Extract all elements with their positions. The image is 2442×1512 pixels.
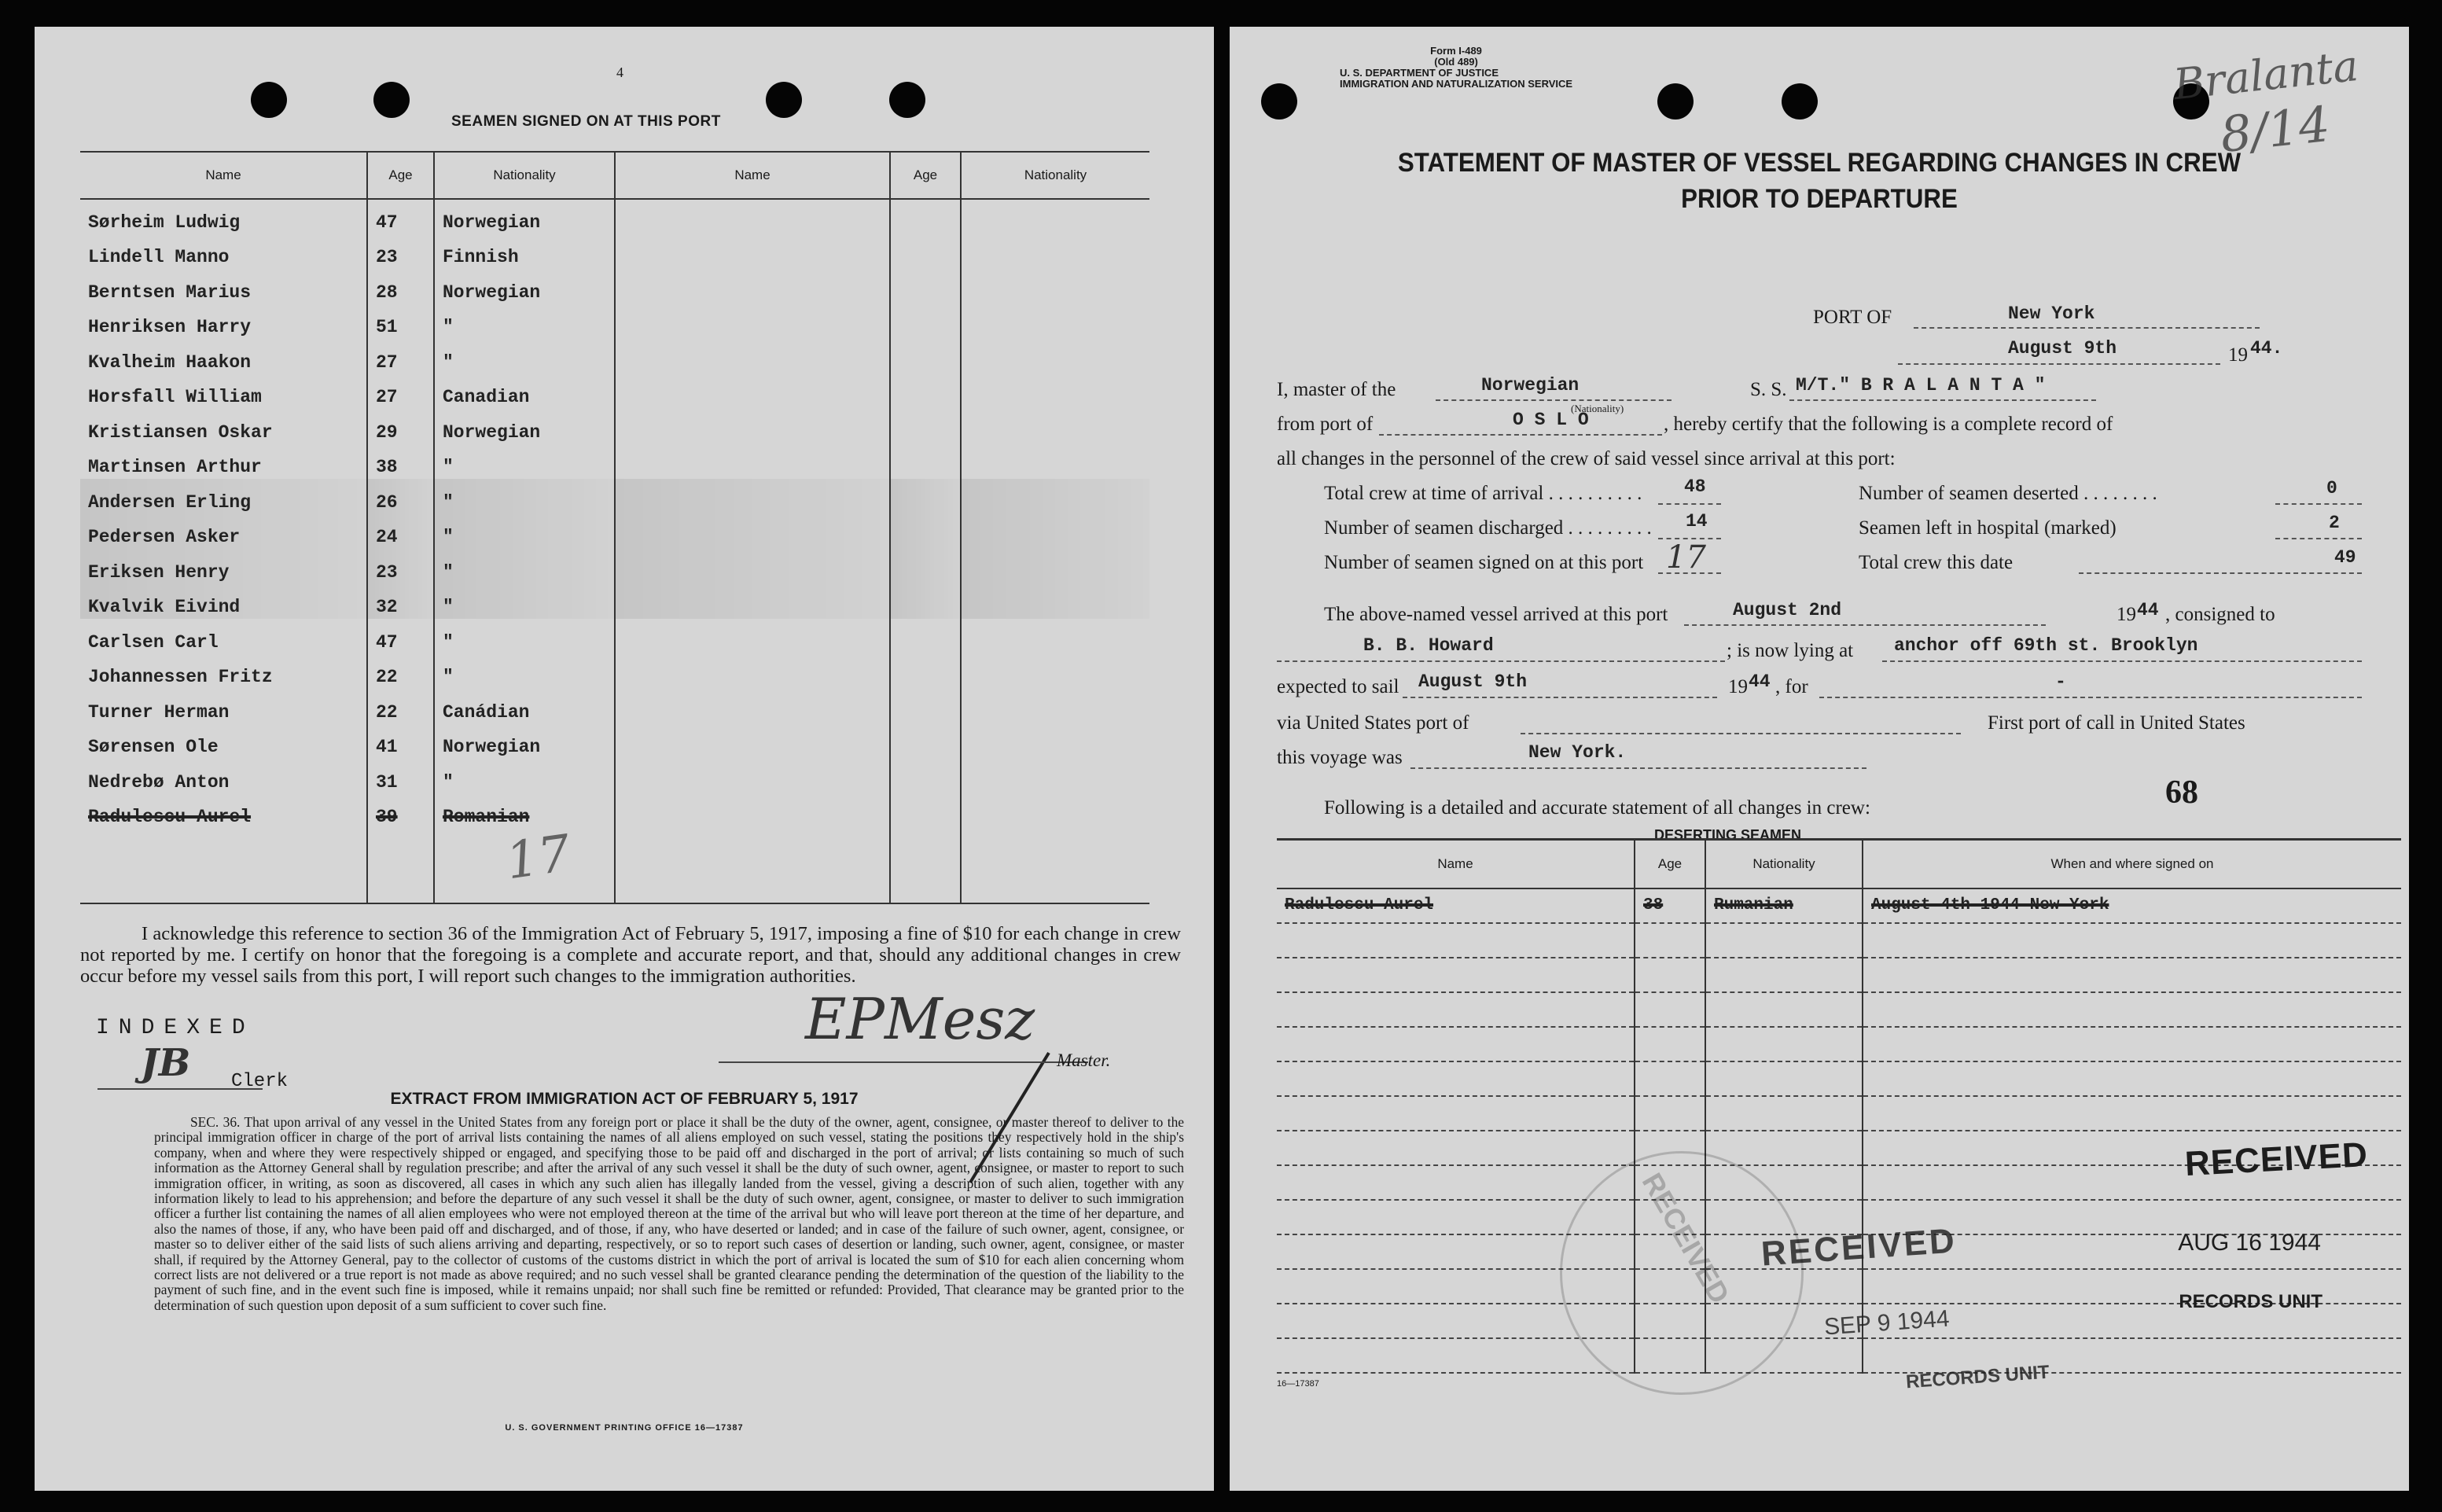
crew-age: 22 — [367, 654, 434, 690]
crew-nationality: " — [434, 619, 615, 654]
received-date-2: SEP 9 1944 — [1823, 1305, 1951, 1341]
empty-cell — [961, 794, 1149, 830]
received-stamp-text: RECEIVED — [2183, 1135, 2370, 1184]
master-label: Master. — [1057, 1050, 1111, 1070]
form-print-number: 16—17387 — [1277, 1379, 1319, 1389]
empty-cell — [1277, 923, 1635, 958]
empty-cell — [961, 269, 1149, 304]
crew-name: Nedrebø Anton — [80, 759, 367, 794]
empty-cell — [890, 584, 961, 620]
table-row — [80, 584, 1149, 620]
empty-cell — [961, 479, 1149, 514]
crew-age: 32 — [367, 584, 434, 620]
certify-text: , hereby certify that the following is a complete record of — [1664, 414, 2113, 435]
empty-cell — [1635, 1027, 1705, 1061]
empty-cell — [890, 654, 961, 690]
signed-on-label: Number of seamen signed on at this port — [1324, 552, 1644, 573]
crew-name: Kristiansen Oskar — [80, 409, 367, 444]
arrived-label: The above-named vessel arrived at this port — [1324, 604, 1668, 625]
crew-nationality: Romanian — [434, 794, 615, 830]
crew-age: 31 — [367, 759, 434, 794]
vessel-value: M/T." B R A L A N T A " — [1796, 375, 2046, 395]
column-header: Age — [1635, 840, 1705, 888]
empty-cell — [1277, 1096, 1635, 1131]
table-row — [80, 409, 1149, 444]
empty-cell — [1277, 1131, 1635, 1165]
ss-label: S. S. — [1750, 379, 1787, 400]
table-row — [80, 514, 1149, 550]
empty-cell — [961, 724, 1149, 760]
empty-cell — [890, 199, 961, 234]
table-row — [80, 724, 1149, 760]
page-gutter — [1214, 0, 1230, 1512]
indexed-stamp: INDEXED — [96, 1016, 255, 1040]
consignee-line — [1277, 660, 1725, 662]
printing-office-note: U. S. GOVERNMENT PRINTING OFFICE 16—17387 — [505, 1423, 744, 1433]
empty-cell — [890, 829, 961, 903]
empty-cell — [890, 304, 961, 340]
empty-cell — [890, 689, 961, 724]
empty-cell — [615, 304, 890, 340]
date-value: August 9th — [2008, 338, 2117, 359]
crew-age: 28 — [367, 269, 434, 304]
table-row — [80, 269, 1149, 304]
crew-nationality: " — [434, 514, 615, 550]
expected-line — [1403, 697, 1717, 698]
nationality-line — [1436, 399, 1672, 401]
punch-hole — [1782, 83, 1818, 120]
empty-cell — [961, 689, 1149, 724]
count-line — [1658, 503, 1721, 505]
column-header: Age — [890, 152, 961, 199]
empty-cell — [1705, 923, 1863, 958]
empty-cell — [1705, 1027, 1863, 1061]
date-line — [1898, 363, 2220, 365]
crew-age: 47 — [367, 199, 434, 234]
empty-cell — [890, 549, 961, 584]
empty-cell — [1635, 992, 1705, 1027]
empty-cell — [890, 619, 961, 654]
empty-cell — [615, 339, 890, 374]
crew-age: 47 — [367, 619, 434, 654]
faint-round-stamp — [1560, 1151, 1804, 1395]
arrived-line — [1684, 624, 2046, 626]
column-header: Nationality — [961, 152, 1149, 199]
column-header: Name — [80, 152, 367, 199]
empty-cell — [961, 409, 1149, 444]
discharged-value: 14 — [1686, 511, 1708, 532]
service-name: IMMIGRATION AND NATURALIZATION SERVICE — [1340, 78, 1573, 90]
crew-name: Henriksen Harry — [80, 304, 367, 340]
empty-cell — [1277, 992, 1635, 1027]
table-row — [80, 619, 1149, 654]
count-line — [2275, 503, 2362, 505]
count-line — [2275, 538, 2362, 539]
empty-cell — [1863, 1027, 2401, 1061]
master-signature: EPMesz — [805, 986, 1035, 1052]
empty-cell — [890, 724, 961, 760]
punch-hole — [1261, 83, 1297, 120]
consignee-value: B. B. Howard — [1363, 635, 1494, 656]
crew-name: Andersen Erling — [80, 479, 367, 514]
empty-cell — [1635, 1096, 1705, 1131]
column-header: Nationality — [434, 152, 615, 199]
table-header-row — [80, 152, 1149, 199]
left-page — [35, 27, 1214, 1491]
voyage-value: New York. — [1528, 742, 1627, 763]
certify-text-2: all changes in the personnel of the crew of said vessel since arrival at this port: — [1277, 448, 1896, 469]
crew-name: Eriksen Henry — [80, 549, 367, 584]
empty-cell — [1863, 992, 2401, 1027]
table-header-row — [1277, 840, 2401, 888]
crew-nationality: Norwegian — [434, 269, 615, 304]
crew-age: 51 — [367, 304, 434, 340]
empty-cell — [961, 654, 1149, 690]
empty-cell — [1863, 1096, 2401, 1131]
signed-on-table — [80, 151, 1149, 904]
empty-cell — [961, 514, 1149, 550]
crew-name: Radulescu Aurel — [80, 794, 367, 830]
total-crew-date-value: 49 — [2334, 547, 2356, 568]
table-row — [1277, 1027, 2401, 1061]
page-count: 68 — [2165, 774, 2198, 811]
empty-cell — [615, 794, 890, 830]
empty-cell — [1705, 1096, 1863, 1131]
empty-cell — [1277, 1027, 1635, 1061]
crew-name: Horsfall William — [80, 374, 367, 410]
page-number: 4 — [616, 64, 623, 80]
lying-value: anchor off 69th st. Brooklyn — [1894, 635, 2198, 656]
empty-cell — [890, 339, 961, 374]
empty-cell — [961, 339, 1149, 374]
port-of-label: PORT OF — [1813, 307, 1892, 328]
for-line — [1819, 697, 2362, 698]
empty-cell — [890, 794, 961, 830]
crew-age: 38 — [367, 444, 434, 480]
empty-cell — [615, 584, 890, 620]
crew-nationality: Canádian — [434, 689, 615, 724]
deserter-age: 38 — [1635, 888, 1705, 923]
following-label: Following is a detailed and accurate statement of all changes in crew: — [1324, 797, 1870, 819]
crew-name: Kvalvik Eivind — [80, 584, 367, 620]
empty-cell — [1277, 958, 1635, 992]
form-identifier — [1340, 46, 1572, 90]
empty-cell — [961, 234, 1149, 270]
empty-cell — [615, 199, 890, 234]
crew-nationality: " — [434, 444, 615, 480]
empty-cell — [890, 514, 961, 550]
crew-nationality: Norwegian — [434, 724, 615, 760]
crew-name: Pedersen Asker — [80, 514, 367, 550]
crew-name: Turner Herman — [80, 689, 367, 724]
empty-cell — [1705, 1131, 1863, 1165]
master-of-label: I, master of the — [1277, 379, 1396, 400]
deserted-value: 0 — [2326, 478, 2337, 498]
crew-nationality: " — [434, 339, 615, 374]
table-row — [1277, 923, 2401, 958]
port-of-value: New York — [2008, 304, 2095, 324]
faint-received-stamp: RECEIVED — [1635, 1167, 1737, 1309]
empty-cell — [890, 234, 961, 270]
crew-age: 27 — [367, 374, 434, 410]
table-row — [80, 794, 1149, 830]
crew-nationality: " — [434, 584, 615, 620]
empty-cell — [367, 829, 434, 903]
hospital-label: Seamen left in hospital (marked) — [1859, 517, 2117, 539]
empty-cell — [615, 689, 890, 724]
form-old-number: (Old 489) — [1434, 56, 1478, 68]
crew-age: 29 — [367, 409, 434, 444]
crew-age: 24 — [367, 514, 434, 550]
department-name: U. S. DEPARTMENT OF JUSTICE — [1340, 67, 1499, 79]
table-row — [80, 199, 1149, 234]
column-header: Age — [367, 152, 434, 199]
vessel-line — [1789, 399, 2096, 401]
table-row — [80, 304, 1149, 340]
extract-body: SEC. 36. That upon arrival of any vessel in the United States from any foreign port or place it shall be the duty of the owner, agent, consignee, or master thereof to deliver to the principal immigration officer in charge of the port of arrival lists containing the names of all aliens employed on such vessel, stating the positions they respectively hold in the ship's company, when and where they were respectively shipped or engaged, and specifying those to be paid off and discharged in the port of arrival; or lists containing so much of such information as the Attorney General shall by regulation prescribe; and after the arrival of any such vessel it shall be the duty of such owner, agent, consignee, or master to report to such immigration officer, in writing, as soon as discovered, all cases in which any such alien has illegally landed from the vessel, giving a description of such alien, together with any information likely to lead to his apprehension; and before the departure of any such vessel it shall be the duty of such owner, agent, consignee, or master to deliver to such immigration officer a further list containing the names of all alien employees who were not employed thereon at the time of the arrival but who will leave port thereon at the time of her departure, and also the names of those, if any, who have been paid off and discharged, and of those, if any, who have deserted or landed; and in case of the failure of such owner, agent, consignee, or master so to deliver either of the said lists of such aliens arriving and departing, respectively, or so to report such cases of desertion or landing, such owner, agent, consignee, or master shall, if required by the Attorney General, pay to the collector of customs of the customs district in which the port of arrival is located the sum of $10 for each alien concerning whom correct lists are not delivered or a true report is not made as above required; and no such vessel shall be granted clearance pending the determination of the question of the liability to the payment of such fine, and in the event such fine is imposed, while it remains unpaid; nor shall such fine be remitted or refunded: Provided, That clearance may be granted prior to the determination of such question upon deposit of a sum sufficient to cover such fine. — [154, 1114, 1184, 1313]
empty-cell — [961, 619, 1149, 654]
table-row — [1277, 1061, 2401, 1096]
master-line — [719, 1061, 1088, 1063]
empty-cell — [615, 759, 890, 794]
crew-name: Kvalheim Haakon — [80, 339, 367, 374]
crew-age: 41 — [367, 724, 434, 760]
empty-cell — [615, 374, 890, 410]
lying-label: ; is now lying at — [1727, 640, 1854, 661]
table-row — [80, 444, 1149, 480]
margin-mark: 17 — [502, 824, 575, 892]
from-port-value: O S L O — [1513, 410, 1589, 430]
empty-cell — [1863, 958, 2401, 992]
crew-nationality: " — [434, 479, 615, 514]
crew-name: Carlsen Carl — [80, 619, 367, 654]
crew-nationality: " — [434, 654, 615, 690]
empty-cell — [1635, 923, 1705, 958]
empty-cell — [890, 374, 961, 410]
empty-cell — [890, 409, 961, 444]
arrived-year: 44 — [2137, 600, 2159, 620]
via-line — [1521, 733, 1961, 734]
crew-age: 39 — [367, 794, 434, 830]
crew-nationality: " — [434, 304, 615, 340]
empty-cell — [615, 514, 890, 550]
empty-cell — [1277, 1338, 1635, 1373]
empty-cell — [80, 829, 367, 903]
punch-hole — [373, 82, 410, 118]
count-line — [2079, 572, 2362, 574]
for-value: - — [2055, 671, 2066, 692]
column-header: Name — [1277, 840, 1635, 888]
crew-age: 23 — [367, 549, 434, 584]
crew-nationality: Norwegian — [434, 409, 615, 444]
empty-cell — [961, 374, 1149, 410]
records-unit-stamp-2: RECORDS UNIT — [1905, 1361, 2050, 1393]
crew-name: Sørensen Ole — [80, 724, 367, 760]
table-row — [80, 374, 1149, 410]
crew-nationality: " — [434, 549, 615, 584]
handwritten-date-note: 8/14 — [2217, 94, 2333, 164]
empty-cell — [1863, 1061, 2401, 1096]
acknowledgement-text: I acknowledge this reference to section 36 of the Immigration Act of February 5, 1917, imposing a fine of $10 for each change in crew not reported by me. I certify on honor that the foregoing is a complete and accurate report, and that, should any additional changes in crew occur before my vessel sails from this port, I will report such changes to the immigration authorities. — [80, 923, 1181, 987]
table-row — [80, 234, 1149, 270]
expected-year: 44 — [1749, 671, 1771, 692]
extract-title: EXTRACT FROM IMMIGRATION ACT OF FEBRUARY 5, 1917 — [390, 1090, 859, 1108]
year-value: 44. — [2250, 338, 2283, 359]
received-stamp-2: RECEIVED — [1760, 1221, 1958, 1274]
deserting-header: DESERTING SEAMEN — [1654, 827, 1802, 843]
empty-cell — [615, 829, 890, 903]
empty-cell — [961, 199, 1149, 234]
punch-hole — [889, 82, 925, 118]
crew-age: 27 — [367, 339, 434, 374]
voyage-line — [1410, 767, 1866, 769]
punch-hole — [251, 82, 287, 118]
table-row — [80, 654, 1149, 690]
crew-name: Berntsen Marius — [80, 269, 367, 304]
empty-cell — [961, 829, 1149, 903]
empty-cell — [1705, 992, 1863, 1027]
deserted-label: Number of seamen deserted . . . . . . . . — [1859, 483, 2157, 504]
form-number: Form I-489 — [1430, 45, 1482, 57]
empty-cell — [890, 269, 961, 304]
empty-cell — [961, 584, 1149, 620]
table-row — [80, 689, 1149, 724]
nationality-caption: (Nationality) — [1571, 403, 1624, 414]
arrived-value: August 2nd — [1733, 600, 1842, 620]
table-row — [80, 339, 1149, 374]
empty-cell — [615, 549, 890, 584]
clerk-label: Clerk — [231, 1071, 289, 1092]
crew-nationality: Finnish — [434, 234, 615, 270]
table-row — [1277, 958, 2401, 992]
records-unit-stamp: RECORDS UNIT — [2179, 1291, 2322, 1312]
expected-year-prefix: 19 — [1728, 676, 1748, 697]
empty-cell — [1277, 1061, 1635, 1096]
table-row — [80, 479, 1149, 514]
table-row — [1277, 992, 2401, 1027]
total-crew-arrival-value: 48 — [1684, 476, 1706, 497]
table-row — [80, 759, 1149, 794]
empty-cell — [961, 444, 1149, 480]
empty-cell — [615, 269, 890, 304]
arrived-year-prefix: 19 — [2117, 604, 2136, 625]
right-page — [1230, 27, 2409, 1491]
empty-cell — [615, 444, 890, 480]
received-date: AUG 16 1944 — [2178, 1230, 2321, 1256]
crew-nationality: " — [434, 759, 615, 794]
empty-cell — [961, 549, 1149, 584]
empty-cell — [1635, 958, 1705, 992]
empty-cell — [1705, 1061, 1863, 1096]
first-port-label: First port of call in United States — [1988, 712, 2245, 734]
empty-cell — [1705, 958, 1863, 992]
crew-nationality: Norwegian — [434, 199, 615, 234]
crew-name: Lindell Manno — [80, 234, 367, 270]
crew-age: 22 — [367, 689, 434, 724]
deserter-nationality: Rumanian — [1705, 888, 1863, 923]
total-crew-arrival-label: Total crew at time of arrival . . . . . . . . . . — [1324, 483, 1642, 504]
deserter-name: Radulescu Aurel — [1277, 888, 1635, 923]
signed-on-header: SEAMEN SIGNED ON AT THIS PORT — [451, 113, 721, 130]
title-line-2: PRIOR TO DEPARTURE — [1681, 184, 1958, 214]
column-header: Name — [615, 152, 890, 199]
crew-name: Johannessen Fritz — [80, 654, 367, 690]
empty-cell — [961, 304, 1149, 340]
column-header: Nationality — [1705, 840, 1863, 888]
deserter-signed-on: August 4th 1944 New York — [1863, 888, 2401, 923]
clerk-initials: JB — [141, 1041, 191, 1085]
punch-hole — [1657, 83, 1694, 120]
year-prefix: 19 — [2228, 344, 2248, 366]
table-row — [1277, 1096, 2401, 1131]
from-port-label: from port of — [1277, 414, 1374, 435]
form-title — [1277, 145, 2362, 217]
empty-cell — [890, 759, 961, 794]
voyage-label: this voyage was — [1277, 747, 1403, 768]
title-line-1: STATEMENT OF MASTER OF VESSEL REGARDING CHANGES IN CREW — [1397, 148, 2242, 178]
for-label: , for — [1775, 676, 1808, 697]
empty-cell — [615, 409, 890, 444]
port-line — [1914, 327, 2260, 329]
expected-value: August 9th — [1418, 671, 1528, 692]
handwritten-vessel-note: Bralanta — [2171, 40, 2361, 110]
signed-on-value: 17 — [1666, 539, 1706, 576]
empty-cell — [615, 234, 890, 270]
table-row — [1277, 1338, 2401, 1373]
empty-cell — [1277, 1165, 1635, 1200]
table-row — [80, 549, 1149, 584]
empty-cell — [961, 759, 1149, 794]
punch-hole — [766, 82, 802, 118]
empty-cell — [615, 479, 890, 514]
empty-cell — [615, 619, 890, 654]
from-port-line — [1379, 434, 1662, 436]
empty-cell — [1863, 1338, 2401, 1373]
discharged-label: Number of seamen discharged . . . . . . . . . — [1324, 517, 1652, 539]
consigned-label: , consigned to — [2165, 604, 2275, 625]
nationality-value: Norwegian — [1481, 375, 1580, 395]
empty-cell — [1863, 923, 2401, 958]
expected-label: expected to sail — [1277, 676, 1399, 697]
empty-cell — [615, 724, 890, 760]
crew-nationality: Canadian — [434, 374, 615, 410]
table-row — [80, 829, 1149, 903]
empty-cell — [890, 444, 961, 480]
crew-name: Sørheim Ludwig — [80, 199, 367, 234]
hospital-value: 2 — [2329, 513, 2340, 533]
table-row — [1277, 888, 2401, 923]
empty-cell — [1635, 1061, 1705, 1096]
column-header: When and where signed on — [1863, 840, 2401, 888]
crew-age: 23 — [367, 234, 434, 270]
via-label: via United States port of — [1277, 712, 1469, 734]
crew-name: Martinsen Arthur — [80, 444, 367, 480]
empty-cell — [890, 479, 961, 514]
total-crew-date-label: Total crew this date — [1859, 552, 2014, 573]
empty-cell — [615, 654, 890, 690]
crew-age: 26 — [367, 479, 434, 514]
lying-line — [1882, 660, 2362, 662]
